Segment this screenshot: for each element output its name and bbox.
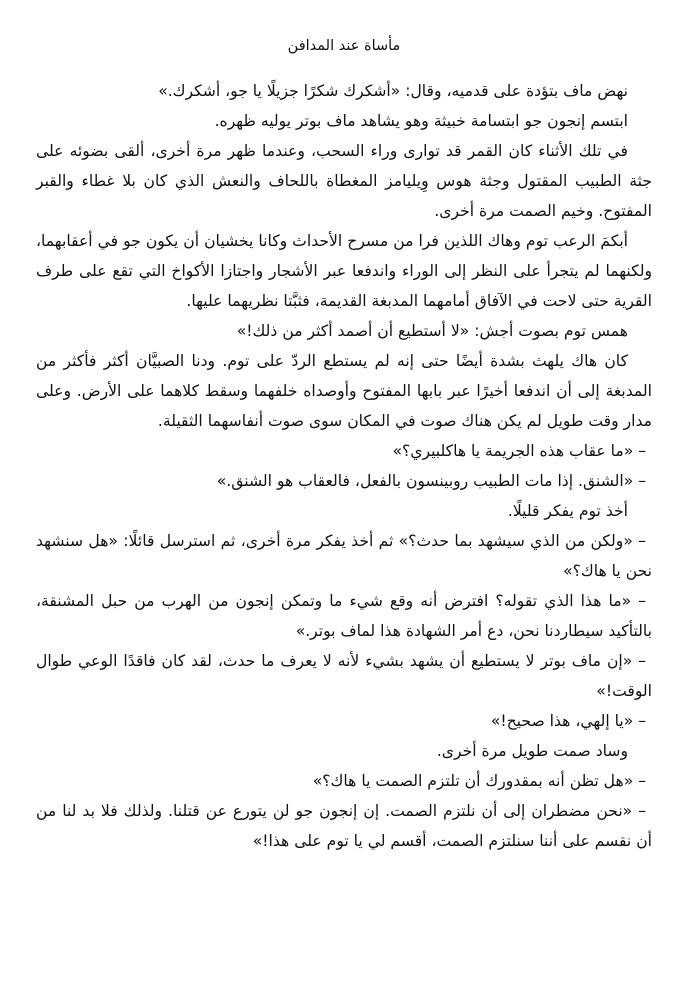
dialogue-line: – «نحن مضطران إلى أن نلتزم الصمت. إن إنجون جو لن يتورع عن قتلنا. ولذلك فلا بد لنا من أن نقسم على أننا سنلتزم الصمت، أقسم لي يا توم على هذا!» <box>36 802 652 850</box>
running-title: مأساة عند المدافن <box>287 38 401 54</box>
paragraph: همس توم بصوت أجش: «لا أستطيع أن أصمد أكثر من ذلك!» <box>236 322 628 340</box>
paragraph: أبكمَ الرعب توم وهاك اللذين فرا من مسرح الأحداث وكانا يخشيان أن يكون جو في أعقابهما، ولكنهما لم يتجرأ على النظر إلى الوراء واندفعا عبر الأشجار واجتازا الأكواخ التي تقع على طرف القرية حتى لاحت في الآفاق أمامهما المدبغة القديمة، فثبَّتا نظريهما عليها. <box>36 232 652 310</box>
paragraph: وساد صمت طويل مرة أخرى. <box>436 742 628 760</box>
paragraph: ابتسم إنجون جو ابتسامة خبيثة وهو يشاهد ماف بوتر يوليه ظهره. <box>214 112 628 130</box>
dialogue-line: – «الشنق. إذا مات الطبيب روبينسون بالفعل، فالعقاب هو الشنق.» <box>216 472 646 490</box>
paragraph: في تلك الأثناء كان القمر قد توارى وراء السحب، وعندما ظهر مرة أخرى، ألقى بضوئه على جثة الطبيب المقتول وجثة هوس وِيليامز المغطاة باللحاف والنعش الذي كان بلا غطاء والقبر المفتوح. وخيم الصمت مرة أخرى. <box>36 142 652 220</box>
dialogue-line: – «إن ماف بوتر لا يستطيع أن يشهد بشيء لأنه لا يعرف ما حدث، لقد كان فاقدًا الوعي طوال الوقت!» <box>36 652 652 700</box>
dialogue-line: – «ما هذا الذي تقوله؟ افترض أنه وقع شيء ما وتمكن إنجون من الهرب من حبل المشنقة، بالتأكيد سيطاردنا نحن، دع أمر الشهادة هذا لماف بوتر.» <box>36 592 652 640</box>
dialogue-line: – «ولكن من الذي سيشهد بما حدث؟» ثم أخذ يفكر مرة أخرى، ثم استرسل قائلًا: «هل سنشهد نحن يا هاك؟» <box>36 532 652 580</box>
dialogue-line: – «ما عقاب هذه الجريمة يا هاكلبيري؟» <box>392 442 646 460</box>
body-text <box>36 76 652 856</box>
dialogue-line: – «هل تظن أنه بمقدورك أن تلتزم الصمت يا هاك؟» <box>312 772 646 790</box>
paragraph: أخذ توم يفكر قليلًا. <box>507 502 628 520</box>
paragraph: كان هاك يلهث بشدة أيضًا حتى إنه لم يستطع الردّ على توم. ودنا الصبيَّان أكثر فأكثر من المدبغة إلى أن اندفعا أخيرًا عبر بابها المفتوح وأوصداه خلفهما وسقط كلاهما على الأرض. وعلى مدار وقت طويل لم يكن هناك صوت في المكان سوى صوت أنفاسهما الثقيلة. <box>36 352 652 430</box>
dialogue-line: – «يا إلهي، هذا صحيح!» <box>490 712 646 730</box>
paragraph: نهض ماف بتؤدة على قدميه، وقال: «أشكرك شكرًا جزيلًا يا جو، أشكرك.» <box>158 82 628 100</box>
